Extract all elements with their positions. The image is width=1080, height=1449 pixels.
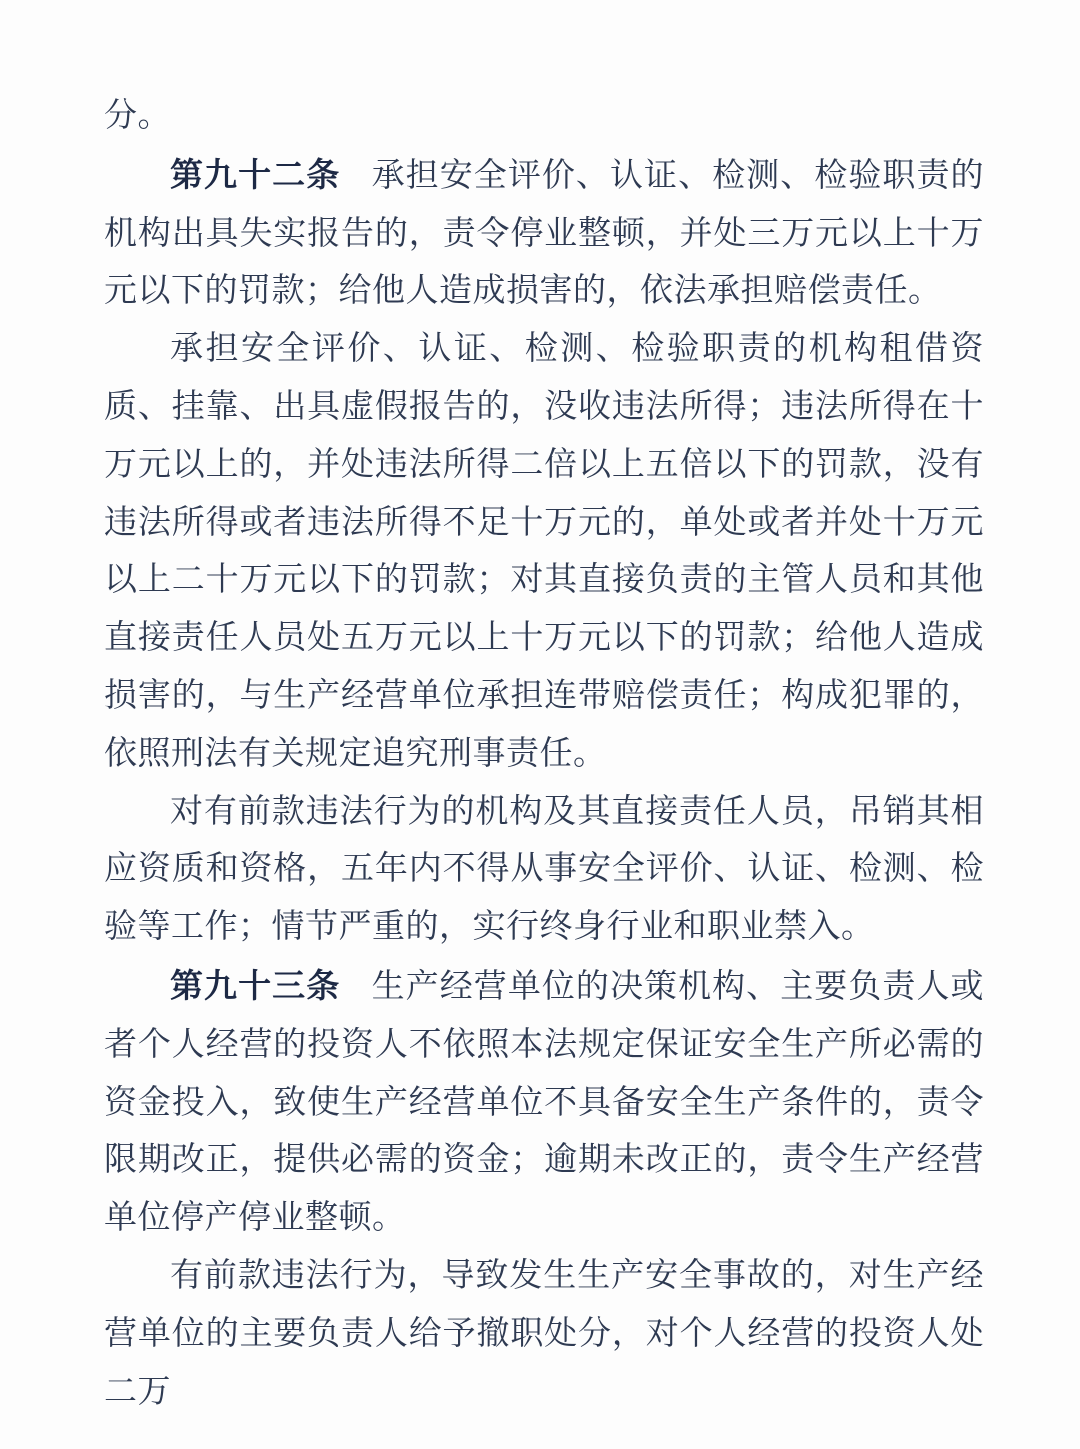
article-92-heading: 第九十二条 bbox=[170, 155, 341, 193]
paragraph-article-92-clause-2 bbox=[104, 321, 984, 783]
article-93-heading: 第九十三条 bbox=[170, 966, 341, 1004]
paragraph-text: 承担安全评价、认证、检测、检验职责的机构出具失实报告的，责令停业整顿，并处三万元以上十万元以下的罚款；给他人造成损害的，依法承担赔偿责任。 bbox=[104, 157, 985, 310]
paragraph-text: 生产经营单位的决策机构、主要负责人或者个人经营的投资人不依照本法规定保证安全生产所必需的资金投入，致使生产经营单位不具备安全生产条件的，责令限期改正，提供必需的资金；逾期未改正的，责令生产经营单位停产停业整顿。 bbox=[104, 968, 985, 1237]
paragraph-article-93 bbox=[104, 957, 984, 1248]
paragraph-text: 分。 bbox=[104, 98, 171, 134]
paragraph-text: 承担安全评价、认证、检测、检验职责的机构租借资质、挂靠、出具虚假报告的，没收违法所得；违法所得在十万元以上的，并处违法所得二倍以上五倍以下的罚款，没有违法所得或者违法所得不足十万元的，单处或者并处十万元以上二十万元以下的罚款；对其直接负责的主管人员和其他直接责任人员处五万元以上十万元以下的罚款；给他人造成损害的，与生产经营单位承担连带赔偿责任；构成犯罪的，依照刑法有关规定追究刑事责任。 bbox=[104, 331, 984, 772]
paragraph-text: 有前款违法行为，导致发生生产安全事故的，对生产经营单位的主要负责人给予撤职处分，对个人经营的投资人处二万 bbox=[104, 1257, 984, 1410]
paragraph-continuation-fragment bbox=[104, 88, 984, 146]
paragraph-text: 对有前款违法行为的机构及其直接责任人员，吊销其相应资质和资格，五年内不得从事安全评价、认证、检测、检验等工作；情节严重的，实行终身行业和职业禁入。 bbox=[104, 793, 984, 946]
paragraph-article-92-clause-3 bbox=[104, 784, 984, 957]
paragraph-article-93-clause-2 bbox=[104, 1248, 984, 1421]
paragraph-article-92 bbox=[104, 146, 984, 321]
